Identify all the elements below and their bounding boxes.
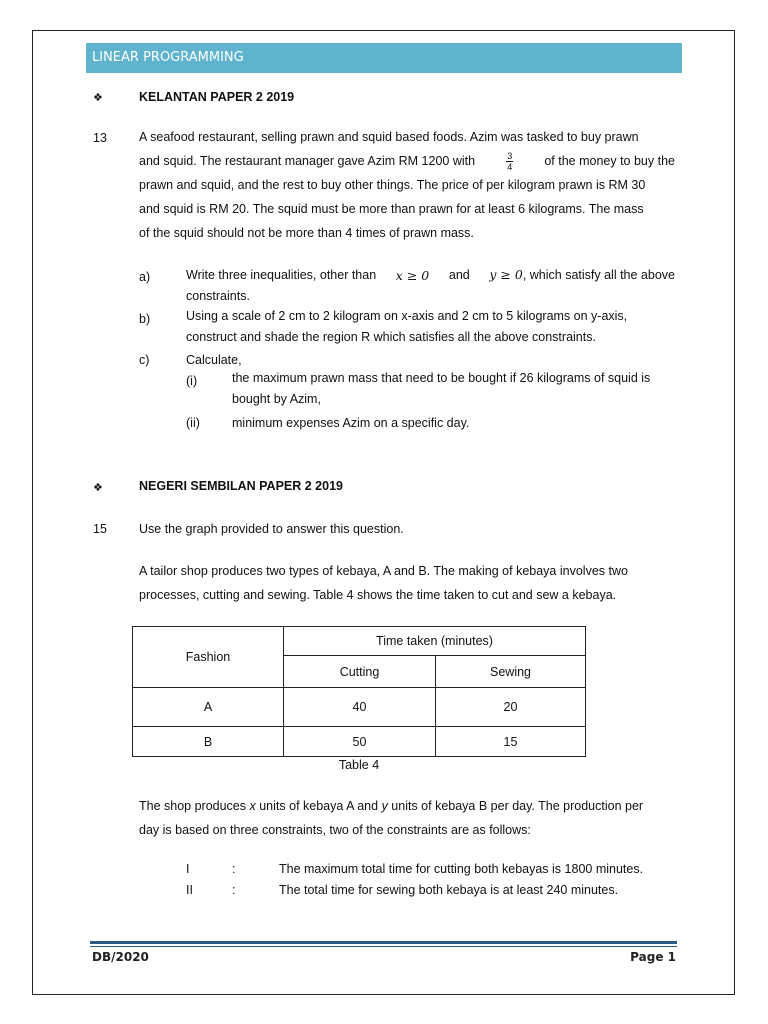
text-segment: units of kebaya B per day. The production per — [391, 799, 644, 813]
text-segment: of the money to buy the — [544, 154, 675, 168]
math-inequality: x ≥ 0 — [395, 267, 430, 283]
bullet-icon: ❖ — [93, 482, 103, 494]
cell-cutting: 40 — [284, 688, 436, 727]
text-line: A seafood restaurant, selling prawn and squid based foods. Azim was tasked to buy prawn — [139, 130, 639, 144]
cell-sewing: 20 — [436, 688, 586, 727]
fraction-numerator: 3 — [507, 150, 513, 161]
header-time-taken: Time taken (minutes) — [284, 627, 586, 656]
constraint-label: I — [186, 862, 190, 876]
text-line: the maximum prawn mass that need to be bought if 26 kilograms of squid is — [232, 371, 651, 385]
text-line: A tailor shop produces two types of kebaya, A and B. The making of kebaya involves two — [139, 564, 628, 578]
text-line: constraints. — [186, 289, 250, 303]
text-segment: and squid. The restaurant manager gave Azim RM 1200 with — [139, 154, 476, 168]
text-line — [139, 794, 675, 818]
section-title: KELANTAN PAPER 2 2019 — [139, 90, 295, 104]
text-line — [139, 149, 675, 173]
cell-fashion: A — [133, 688, 284, 727]
text-line: Using a scale of 2 cm to 2 kilogram on x-axis and 2 cm to 5 kilograms on y-axis, — [186, 309, 628, 323]
subpart-ii-text: minimum expenses Azim on a specific day. — [232, 416, 470, 430]
intro-text: Use the graph provided to answer this question. — [139, 522, 404, 536]
fraction-denominator: 4 — [507, 161, 513, 172]
footer-divider — [90, 941, 677, 944]
subpart-i-text — [232, 368, 675, 410]
question-13-text — [139, 125, 675, 245]
part-b-text — [186, 306, 675, 348]
footer-divider — [90, 946, 677, 947]
text-line: prawn and squid, and the rest to buy other things. The price of per kilogram prawn is RM 30 — [139, 178, 646, 192]
header-sewing: Sewing — [436, 656, 586, 688]
cell-sewing: 15 — [436, 727, 586, 757]
constraint-colon: : — [232, 883, 236, 897]
question-15-text — [139, 559, 675, 607]
question-number: 13 — [93, 131, 107, 145]
cell-cutting: 50 — [284, 727, 436, 757]
text-line: bought by Azim, — [232, 392, 321, 406]
question-number: 15 — [93, 522, 107, 536]
production-text — [139, 794, 675, 842]
constraint-text: The maximum total time for cutting both kebayas is 1800 minutes. — [279, 862, 644, 876]
fraction-three-quarters — [506, 151, 513, 172]
part-a-text — [186, 264, 675, 307]
part-label: b) — [139, 312, 151, 326]
part-c-text: Calculate, — [186, 353, 242, 367]
text-line: of the squid should not be more than 4 times of prawn mass. — [139, 226, 474, 240]
section-banner: LINEAR PROGRAMMING — [86, 43, 682, 73]
time-table — [132, 626, 586, 757]
variable-x: x — [249, 799, 256, 813]
table-row — [133, 727, 586, 757]
text-line: day is based on three constraints, two of the constraints are as follows: — [139, 823, 531, 837]
header-cutting: Cutting — [284, 656, 436, 688]
constraint-colon: : — [232, 862, 236, 876]
text-segment: and — [448, 267, 470, 282]
constraint-label: II — [186, 883, 193, 897]
footer-code: DB/2020 — [92, 950, 149, 964]
text-segment: The shop produces — [139, 799, 247, 813]
subpart-label: (ii) — [186, 416, 200, 430]
text-segment: , which satisfy all the above — [522, 268, 675, 282]
part-label: c) — [139, 353, 150, 367]
part-label: a) — [139, 270, 151, 284]
text-line: construct and shade the region R which satisfies all the above constraints. — [186, 330, 596, 344]
text-segment: units of kebaya A and — [259, 799, 379, 813]
section-title: NEGERI SEMBILAN PAPER 2 2019 — [139, 479, 343, 493]
cell-fashion: B — [133, 727, 284, 757]
text-line — [186, 264, 675, 286]
bullet-icon: ❖ — [93, 92, 103, 104]
variable-y: y — [381, 799, 388, 813]
table-row — [133, 688, 586, 727]
subpart-label: (i) — [186, 374, 198, 388]
header-fashion: Fashion — [133, 627, 284, 688]
math-inequality: y ≥ 0 — [489, 267, 523, 282]
page-number: Page 1 — [630, 950, 676, 964]
text-segment: Write three inequalities, other than — [186, 267, 377, 282]
text-line: and squid is RM 20. The squid must be more than prawn for at least 6 kilograms. The mass — [139, 202, 644, 216]
text-line: processes, cutting and sewing. Table 4 shows the time taken to cut and sew a kebaya. — [139, 588, 617, 602]
table-caption: Table 4 — [338, 758, 380, 772]
constraint-text: The total time for sewing both kebaya is at least 240 minutes. — [279, 883, 619, 897]
